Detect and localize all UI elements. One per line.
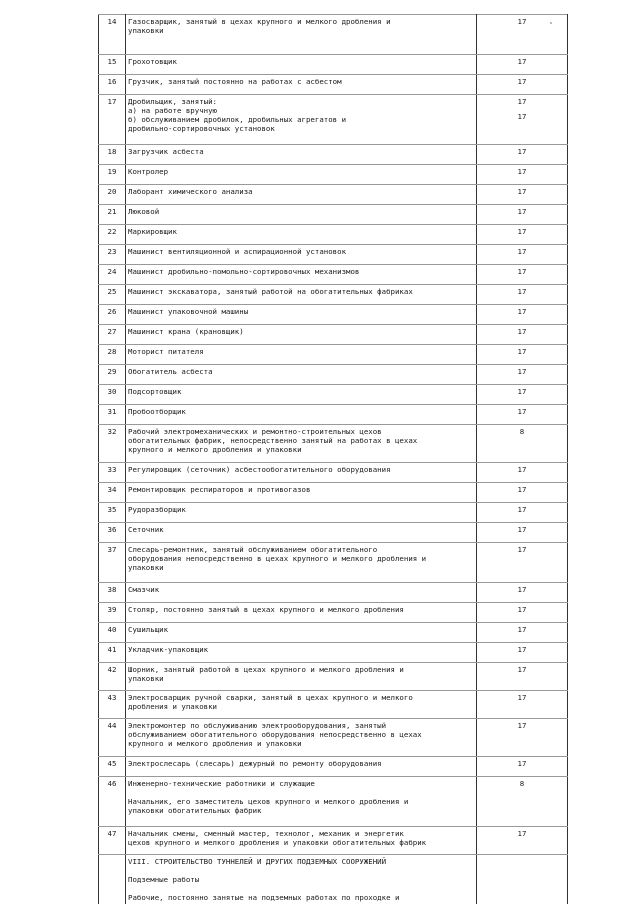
value-text: 17	[517, 387, 527, 396]
value-cell	[477, 603, 568, 623]
profession-cell	[126, 483, 477, 503]
table-row	[99, 425, 568, 463]
value-text: 17	[517, 693, 527, 702]
profession-cell	[126, 165, 477, 185]
row-number: 39	[99, 603, 126, 623]
profession-text-line: упаковки	[128, 26, 164, 35]
table-row	[99, 603, 568, 623]
profession-cell	[126, 623, 477, 643]
table-row	[99, 543, 568, 583]
row-number: 19	[99, 165, 126, 185]
row-number: 38	[99, 583, 126, 603]
value-cell	[477, 583, 568, 603]
value-cell	[477, 663, 568, 691]
row-number: 20	[99, 185, 126, 205]
value-cell	[477, 777, 568, 827]
row-number: 25	[99, 285, 126, 305]
value-text: 17	[517, 267, 527, 276]
table-row	[99, 75, 568, 95]
value-cell	[477, 145, 568, 165]
value-text: 17	[517, 485, 527, 494]
profession-text-line: Смазчик	[128, 585, 160, 594]
table-row	[99, 365, 568, 385]
profession-text-line: упаковки обогатительных фабрик	[128, 806, 262, 815]
profession-cell	[126, 603, 477, 623]
profession-cell	[126, 405, 477, 425]
table-row	[99, 285, 568, 305]
row-number: 16	[99, 75, 126, 95]
profession-text-line: Регулировщик (сеточник) асбестообогатительного оборудования	[128, 465, 391, 474]
row-number: 36	[99, 523, 126, 543]
value-cell	[477, 75, 568, 95]
profession-cell	[126, 643, 477, 663]
table-row	[99, 185, 568, 205]
profession-text-line: Укладчик-упаковщик	[128, 645, 209, 654]
profession-text-line: Обогатитель асбеста	[128, 367, 213, 376]
profession-text-line: Машинист крана (крановщик)	[128, 327, 244, 336]
section-text-line	[128, 866, 474, 875]
profession-cell	[126, 663, 477, 691]
profession-text-line: Газосварщик, занятый в цехах крупного и мелкого дробления и	[128, 17, 391, 26]
row-number: 29	[99, 365, 126, 385]
value-text: 17	[517, 665, 527, 674]
profession-text-line: Электромонтер по обслуживанию электрооборудования, занятый	[128, 721, 387, 730]
value-text: 17	[517, 167, 527, 176]
row-number: 43	[99, 691, 126, 719]
profession-text-line: Начальник, его заместитель цехов крупного и мелкого дробления и	[128, 797, 409, 806]
table-row	[99, 483, 568, 503]
value-text: 17	[517, 187, 527, 196]
profession-cell	[126, 719, 477, 757]
row-number: 18	[99, 145, 126, 165]
table-row	[99, 245, 568, 265]
profession-text-line: Электрослесарь (слесарь) дежурный по ремонту оборудования	[128, 759, 382, 768]
value-cell	[477, 405, 568, 425]
value-cell	[477, 15, 568, 55]
value-cell	[477, 265, 568, 285]
profession-text-line: оборудования непосредственно в цехах крупного и мелкого дробления и	[128, 554, 427, 563]
value-text: 17	[517, 625, 527, 634]
row-number: 23	[99, 245, 126, 265]
profession-cell	[126, 15, 477, 55]
value-text: 17	[517, 407, 527, 416]
row-number: 31	[99, 405, 126, 425]
profession-text-line: упаковки	[128, 674, 164, 683]
value-text: 17	[517, 367, 527, 376]
profession-text-line: Машинист упаковочной машины	[128, 307, 249, 316]
profession-cell	[126, 777, 477, 827]
profession-text-line: Пробоотборщик	[128, 407, 186, 416]
profession-cell	[126, 827, 477, 855]
row-number: 44	[99, 719, 126, 757]
value-cell	[477, 643, 568, 663]
profession-text-line: упаковки	[128, 563, 164, 572]
table-row	[99, 691, 568, 719]
profession-cell	[126, 245, 477, 265]
value-text: 17	[517, 327, 527, 336]
profession-cell	[126, 523, 477, 543]
table-row	[99, 225, 568, 245]
profession-text-line: Машинист вентиляционной и аспирационной установок	[128, 247, 347, 256]
profession-text-line: крупного и мелкого дробления и упаковки	[128, 739, 302, 748]
table-row	[99, 265, 568, 285]
profession-text-line: дробильно-сортировочных установок	[128, 124, 275, 133]
row-number: 34	[99, 483, 126, 503]
profession-text-line: Машинист дробильно-помольно-сортировочных механизмов	[128, 267, 360, 276]
profession-text-line: обслуживанием обогатительного оборудования непосредственно в цехах	[128, 730, 422, 739]
value-cell	[477, 245, 568, 265]
value-cell	[477, 225, 568, 245]
table-row	[99, 583, 568, 603]
profession-text-line: Ремонтировщик респираторов и противогазов	[128, 485, 311, 494]
profession-text-line: обогатительных фабрик, непосредственно занятый на работах в цехах	[128, 436, 418, 445]
value-text: 17	[517, 97, 527, 106]
profession-cell	[126, 305, 477, 325]
value-text: 17	[517, 112, 527, 121]
value-text: 17	[517, 287, 527, 296]
profession-cell	[126, 385, 477, 405]
section-number-cell	[99, 855, 126, 905]
profession-text-line: Моторист питателя	[128, 347, 204, 356]
row-number: 21	[99, 205, 126, 225]
profession-text-line: Сеточник	[128, 525, 164, 534]
profession-text-line: Слесарь-ремонтник, занятый обслуживанием обогатительного	[128, 545, 378, 554]
table-row	[99, 757, 568, 777]
value-text: 8	[519, 427, 525, 436]
section-text-line	[128, 884, 474, 893]
value-cell	[477, 385, 568, 405]
value-text: 8	[519, 779, 525, 788]
section-heading: VIII. СТРОИТЕЛЬСТВО ТУННЕЛЕЙ И ДРУГИХ ПОДЗЕМНЫХ СООРУЖЕНИЙ	[128, 857, 387, 866]
profession-text-line: Люковой	[128, 207, 160, 216]
profession-text-line: а) на работе вручную	[128, 106, 217, 115]
row-number: 14	[99, 15, 126, 55]
profession-cell	[126, 345, 477, 365]
professions-table	[98, 14, 568, 904]
value-text: 17	[517, 645, 527, 654]
value-cell	[477, 365, 568, 385]
row-number: 17	[99, 95, 126, 145]
table-row	[99, 15, 568, 55]
row-number: 47	[99, 827, 126, 855]
table-row	[99, 305, 568, 325]
table-body	[99, 15, 568, 905]
value-cell	[477, 55, 568, 75]
row-number: 32	[99, 425, 126, 463]
row-number: 24	[99, 265, 126, 285]
profession-cell	[126, 757, 477, 777]
table-row	[99, 503, 568, 523]
table-row	[99, 165, 568, 185]
profession-cell	[126, 365, 477, 385]
section-cell	[126, 855, 477, 905]
profession-text-line: Шорник, занятый работой в цехах крупного и мелкого дробления и	[128, 665, 404, 674]
value-text: 17	[517, 247, 527, 256]
value-cell	[477, 691, 568, 719]
profession-cell	[126, 285, 477, 305]
row-number: 26	[99, 305, 126, 325]
value-text: 17	[517, 227, 527, 236]
profession-cell	[126, 691, 477, 719]
profession-text-line: Маркировщик	[128, 227, 177, 236]
profession-text-line	[128, 788, 474, 797]
profession-text-line: Лаборант химического анализа	[128, 187, 253, 196]
value-text: 17	[517, 525, 527, 534]
value-cell	[477, 827, 568, 855]
row-number: 33	[99, 463, 126, 483]
profession-text-line: Начальник смены, сменный мастер, технолог, механик и энергетик	[128, 829, 404, 838]
value-cell	[477, 305, 568, 325]
profession-cell	[126, 425, 477, 463]
profession-text-line: Электросварщик ручной сварки, занятый в цехах крупного и мелкого	[128, 693, 413, 702]
value-text: 17	[517, 347, 527, 356]
value-cell	[477, 185, 568, 205]
profession-text-line: Подсортовщик	[128, 387, 182, 396]
value-text: 17	[517, 545, 527, 554]
value-text: 17	[517, 307, 527, 316]
profession-cell	[126, 75, 477, 95]
value-cell	[477, 483, 568, 503]
table-row	[99, 827, 568, 855]
profession-text-line: цехов крупного и мелкого дробления и упаковки обогатительных фабрик	[128, 838, 427, 847]
table-row	[99, 55, 568, 75]
row-number: 35	[99, 503, 126, 523]
profession-text-line: Инженерно-технические работники и служащие	[128, 779, 315, 788]
row-number: 40	[99, 623, 126, 643]
value-text: 17	[517, 605, 527, 614]
table-row	[99, 205, 568, 225]
profession-cell	[126, 185, 477, 205]
profession-cell	[126, 265, 477, 285]
profession-text-line: Сушильщик	[128, 625, 169, 634]
value-text: 17	[517, 17, 527, 26]
profession-cell	[126, 55, 477, 75]
table-row	[99, 345, 568, 365]
profession-cell	[126, 225, 477, 245]
value-cell	[477, 623, 568, 643]
profession-cell	[126, 543, 477, 583]
table-row	[99, 623, 568, 643]
value-cell	[477, 757, 568, 777]
row-number: 37	[99, 543, 126, 583]
section-text-line: Рабочие, постоянно занятые на подземных работах по проходке и	[128, 893, 400, 902]
row-number: 15	[99, 55, 126, 75]
value-cell	[477, 503, 568, 523]
value-text: 17	[517, 759, 527, 768]
row-number: 27	[99, 325, 126, 345]
value-text: 17	[517, 147, 527, 156]
row-number: 30	[99, 385, 126, 405]
profession-cell	[126, 583, 477, 603]
row-number: 46	[99, 777, 126, 827]
profession-text-line: Грузчик, занятый постоянно на работах с асбестом	[128, 77, 342, 86]
table-row	[99, 463, 568, 483]
value-cell	[477, 95, 568, 145]
value-text: 17	[517, 57, 527, 66]
row-number: 41	[99, 643, 126, 663]
row-number: 45	[99, 757, 126, 777]
value-text: 17	[517, 585, 527, 594]
profession-cell	[126, 95, 477, 145]
value-cell	[477, 523, 568, 543]
value-cell	[477, 543, 568, 583]
value-text: 17	[517, 721, 527, 730]
profession-text-line: Рудоразборщик	[128, 505, 186, 514]
table-row	[99, 95, 568, 145]
value-cell	[477, 285, 568, 305]
section-text-line: Подземные работы	[128, 875, 200, 884]
profession-cell	[126, 463, 477, 483]
profession-text-line: Контролер	[128, 167, 169, 176]
table-row	[99, 643, 568, 663]
value-cell	[477, 345, 568, 365]
profession-text-line: Машинист экскаватора, занятый работой на обогатительных фабриках	[128, 287, 413, 296]
profession-text-line: б) обслуживанием дробилок, дробильных агрегатов и	[128, 115, 347, 124]
value-text: 17	[517, 77, 527, 86]
table-row	[99, 405, 568, 425]
profession-text-line: Дробильщик, занятый:	[128, 97, 217, 106]
value-cell	[477, 165, 568, 185]
table-row	[99, 719, 568, 757]
row-number: 42	[99, 663, 126, 691]
table-row	[99, 385, 568, 405]
profession-cell	[126, 205, 477, 225]
value-cell	[477, 205, 568, 225]
profession-text-line: Рабочий электромеханических и ремонтно-строительных цехов	[128, 427, 382, 436]
table-row	[99, 777, 568, 827]
table-row	[99, 325, 568, 345]
table-row	[99, 145, 568, 165]
profession-text-line: Грохотовщик	[128, 57, 177, 66]
profession-cell	[126, 325, 477, 345]
table-row	[99, 663, 568, 691]
section-value-cell	[477, 855, 568, 905]
value-text: 17	[517, 829, 527, 838]
value-text: 17	[517, 207, 527, 216]
value-cell	[477, 463, 568, 483]
profession-text-line: крупного и мелкого дробления и упаковки	[128, 445, 302, 454]
value-cell	[477, 325, 568, 345]
value-cell	[477, 719, 568, 757]
profession-cell	[126, 145, 477, 165]
value-text: 17	[517, 465, 527, 474]
row-number: 28	[99, 345, 126, 365]
profession-text-line: дробления и упаковки	[128, 702, 217, 711]
table-row	[99, 523, 568, 543]
row-number: 22	[99, 225, 126, 245]
profession-text-line: Загрузчик асбеста	[128, 147, 204, 156]
value-cell	[477, 425, 568, 463]
value-text: 17	[517, 505, 527, 514]
profession-cell	[126, 503, 477, 523]
profession-text-line: Столяр, постоянно занятый в цехах крупного и мелкого дробления	[128, 605, 404, 614]
section-row	[99, 855, 568, 905]
